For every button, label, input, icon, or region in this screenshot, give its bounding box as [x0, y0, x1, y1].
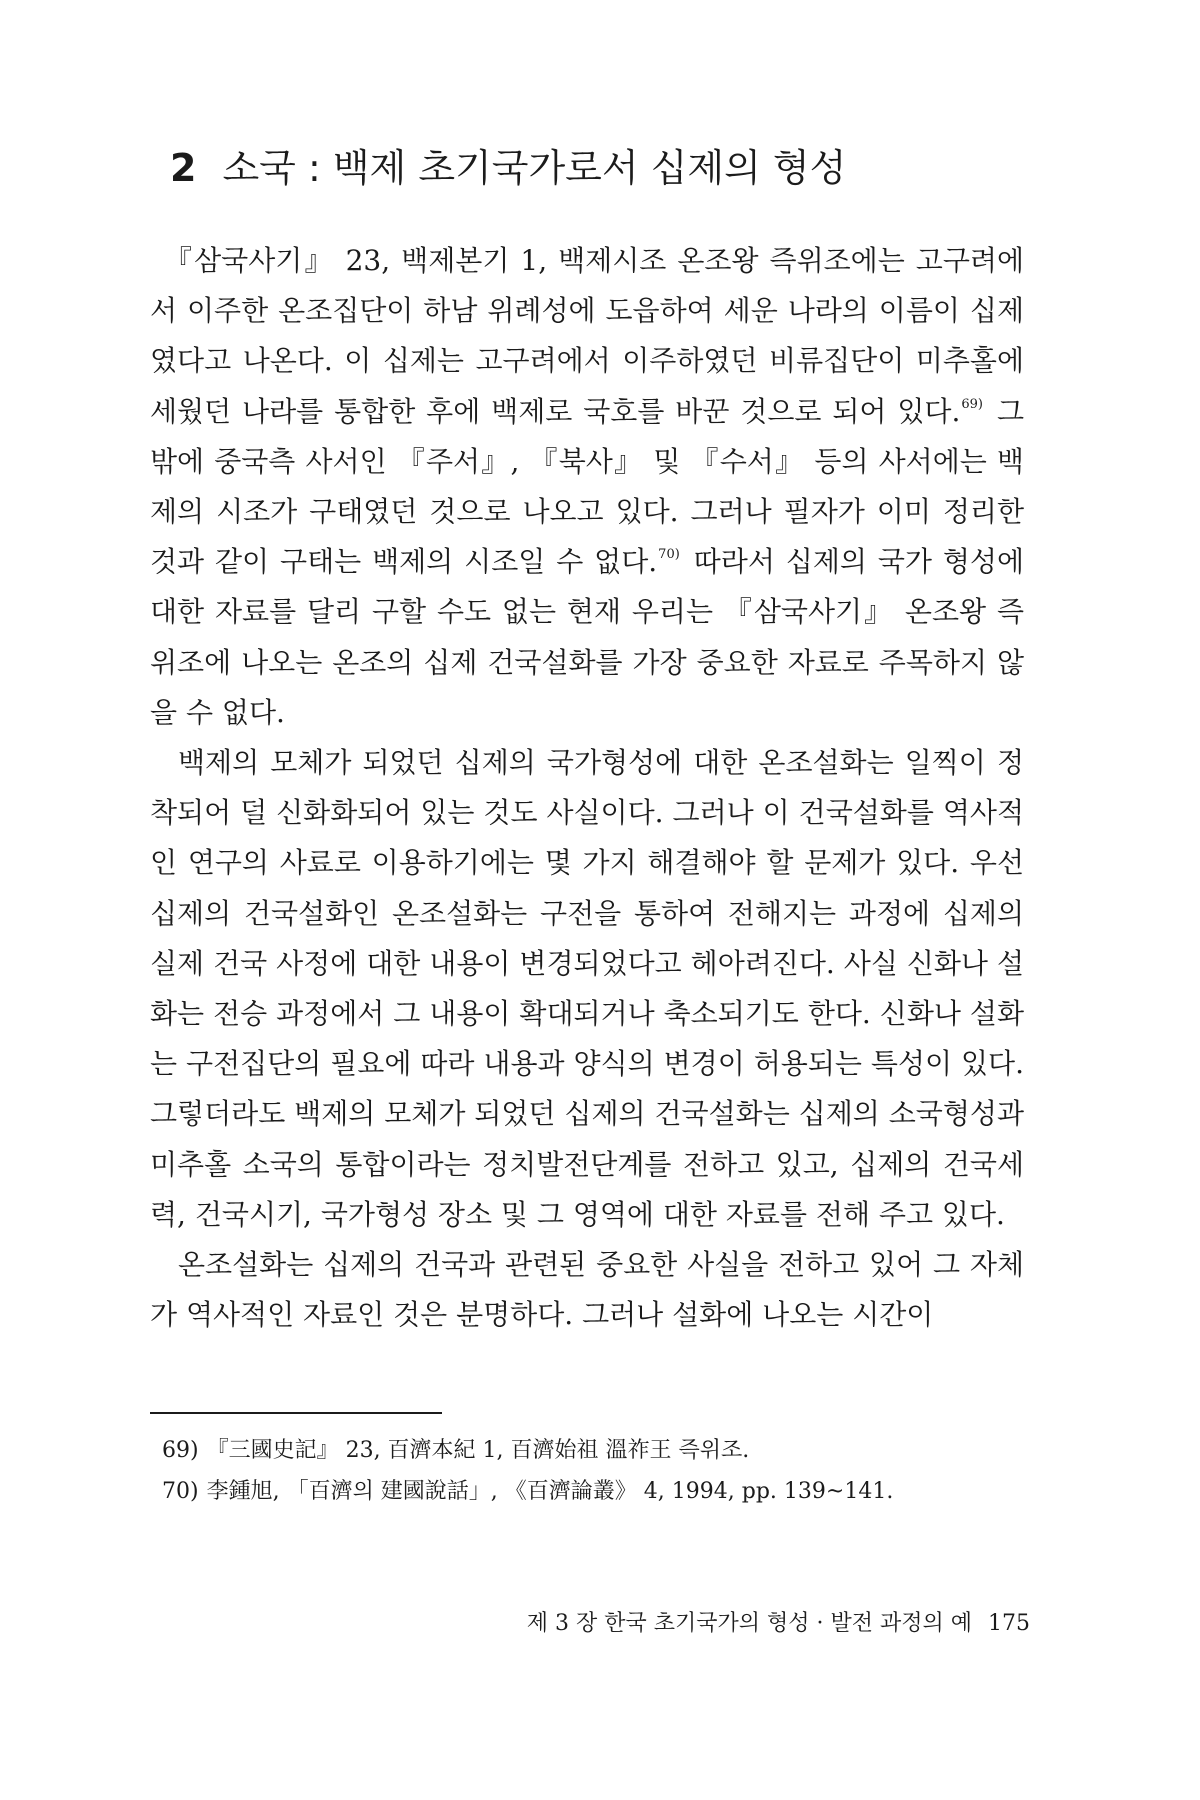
footnote-70: [162, 1471, 1022, 1512]
section-title: 소국 : 백제 초기국가로서 십제의 형성: [222, 146, 847, 190]
paragraph-1: [150, 236, 1024, 738]
footnotes: [162, 1430, 1022, 1512]
section-number: 2: [170, 146, 197, 190]
page-number: 175: [988, 1611, 1030, 1636]
running-footer: [495, 1608, 1030, 1640]
paragraph-1-part-1: 『삼국사기』 23, 백제본기 1, 백제시조 온조왕 즉위조에는 고구려에서 이주한 온조집단이 하남 위례성에 도읍하여 세운 나라의 이름이 십제였다고 나온다. 이 십제는 고구려에서 이주하였던 비류집단이 미추홀에 세웠던 나라를 통합한 후에 백제로 국호를 바꾼 것으로 되어 있다.: [150, 244, 1024, 428]
section-heading: [170, 140, 1070, 196]
footnote-text: 李鍾旭, 「百濟의 建國說話」, 《百濟論叢》 4, 1994, pp. 139~141.: [206, 1479, 894, 1504]
footnote-69: [162, 1430, 1022, 1471]
body-text: [150, 236, 1024, 1340]
footnote-text: 『三國史記』 23, 百濟本紀 1, 百濟始祖 溫祚王 즉위조.: [206, 1438, 750, 1463]
footnote-number: 69): [162, 1438, 199, 1463]
footnote-number: 70): [162, 1479, 199, 1504]
paragraph-3: 온조설화는 십제의 건국과 관련된 중요한 사실을 전하고 있어 그 자체가 역사적인 자료인 것은 분명하다. 그러나 설화에 나오는 시간이: [150, 1248, 1024, 1332]
paragraph-2: 백제의 모체가 되었던 십제의 국가형성에 대한 온조설화는 일찍이 정착되어 덜 신화화되어 있는 것도 사실이다. 그러나 이 건국설화를 역사적인 연구의 사료로 이용하기에는 몇 가지 해결해야 할 문제가 있다. 우선 십제의 건국설화인 온조설화는 구전을 통하여 전해지는 과정에 십제의 실제 건국 사정에 대한 내용이 변경되었다고 헤아려진다. 사실 신화나 설화는 전승 과정에서 그 내용이 확대되거나 축소되기도 한다. 신화나 설화는 구전집단의 필요에 따라 내용과 양식의 변경이 허용되는 특성이 있다. 그렇더라도 백제의 모체가 되었던 십제의 건국설화는 십제의 소국형성과 미추홀 소국의 통합이라는 정치발전단계를 전하고 있고, 십제의 건국세력, 건국시기, 국가형성 장소 및 그 영역에 대한 자료를 전해 주고 있다.: [150, 746, 1024, 1231]
footnote-ref-69[interactable]: 69): [961, 396, 984, 412]
paragraph-1-part-3: 따라서 십제의 국가 형성에 대한 자료를 달리 구할 수도 없는 현재 우리는 『삼국사기』 온조왕 즉위조에 나오는 온조의 십제 건국설화를 가장 중요한 자료로 주목하지 않을 수 없다.: [150, 545, 1024, 729]
paragraph-1-part-2: 그 밖에 중국측 사서인 『주서』, 『북사』 및 『수서』 등의 사서에는 백제의 시조가 구태였던 것으로 나오고 있다. 그러나 필자가 이미 정리한 것과 같이 구태는 백제의 시조일 수 없다.: [150, 394, 1024, 579]
footnote-divider: [150, 1412, 442, 1414]
running-title: 제 3 장 한국 초기국가의 형성 · 발전 과정의 예: [526, 1611, 972, 1636]
footnote-ref-70[interactable]: 70): [658, 547, 680, 563]
